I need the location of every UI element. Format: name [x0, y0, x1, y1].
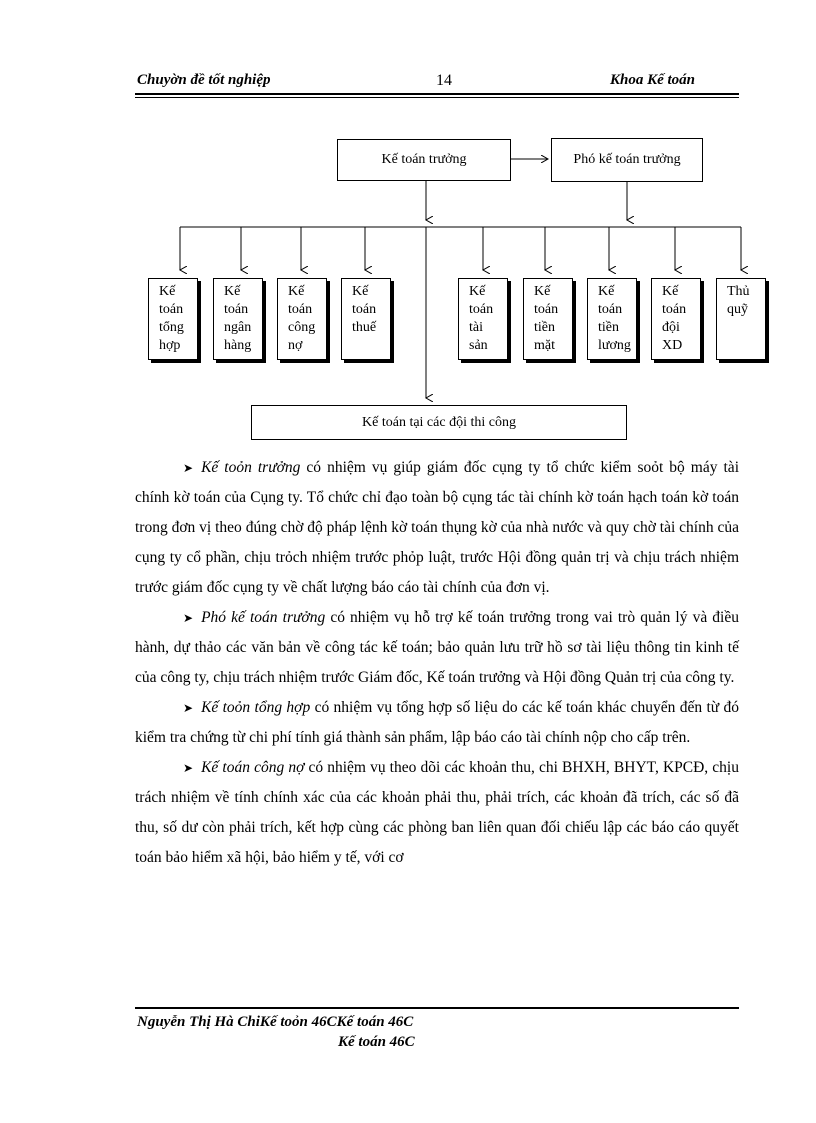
header-department: Khoa Kế toán	[610, 72, 696, 88]
paragraph: ➤ Kế toỏn tổng hợp có nhiệm vụ tổng hợp số liệu do các kế toán khác chuyển đến từ đó kiểm tra chứng từ chi phí tính giá thành sản phẩm, lập báo cáo tài chính nộp cho cấp trên.	[135, 699, 739, 746]
org-box-department: Kế toán tiền mặt	[523, 278, 573, 360]
org-box-department: Kế toán tiền lương	[587, 278, 637, 360]
paragraph: ➤ Kế toỏn trưởng có nhiệm vụ giúp giám đốc cụng ty tổ chức kiểm soỏt bộ máy tài chính kờ toán của Cụng ty. Tổ chức chỉ đạo toàn bộ cụng tác tài chính kờ toán hạch toán kờ toán trong đơn vị theo đúng chờ độ pháp lệnh kờ toán thụng kờ của nhà nước và quy chờ tài chính của cụng ty cổ phần, chịu trỏch nhiệm trước phỏp luật, trước Hội đồng quản trị và chịu trách nhiệm trước giám đốc cụng ty về chất lượng báo cáo tài chính của đơn vị.	[135, 459, 739, 596]
header-title: Chuyờn đề tốt nghiệp	[137, 72, 271, 88]
footer-rule	[135, 1007, 739, 1009]
org-box-deputy-label: Phó kế toán trưởng	[573, 152, 681, 167]
org-box-department: Kế toán đội XD	[651, 278, 701, 360]
paragraph: ➤ Kế toán công nợ có nhiệm vụ theo dõi các khoản thu, chi BHXH, BHYT, KPCĐ, chịu trách nhiệm về tính chính xác của các khoản phải thu, phải trích, các khoản đã trích, các số đã thu, số dư còn phải trích, kết hợp cùng các phòng ban liên quan đối chiếu lập các báo cáo quyết toán bảo hiểm xã hội, bảo hiểm y tế, với cơ	[135, 759, 739, 866]
org-box-deputy	[551, 138, 703, 182]
arrow-bullet-icon: ➤	[183, 701, 194, 715]
footer-author: Nguyễn Thị Hà ChiKế toỏn 46CKế toán 46C	[137, 1014, 414, 1030]
arrow-bullet-icon: ➤	[183, 761, 194, 775]
org-box-department: Kế toán ngân hàng	[213, 278, 263, 360]
org-box-chief-label: Kế toán trưởng	[381, 152, 467, 167]
org-box-department: Kế toán công nợ	[277, 278, 327, 360]
org-chart-connectors	[0, 0, 816, 460]
org-box-department: Thủ quỹ	[716, 278, 766, 360]
org-box-department: Kế toán tổng hợp	[148, 278, 198, 360]
org-box-department: Kế toán tài sản	[458, 278, 508, 360]
org-box-department: Kế toán thuế	[341, 278, 391, 360]
org-box-site-teams	[251, 405, 627, 440]
footer-class: Kế toán 46C	[338, 1034, 415, 1050]
arrow-bullet-icon: ➤	[183, 461, 194, 475]
body-text	[135, 453, 739, 873]
paragraph: ➤ Phó kế toán trưởng có nhiệm vụ hỗ trợ kế toán trưởng trong vai trò quản lý và điều hành, dự thảo các văn bản về công tác kế toán; bảo quản lưu trữ hồ sơ tài liệu thông tin kinh tế của công ty, chịu trách nhiệm trước Giám đốc, Kế toán trưởng và Hội đồng Quản trị của công ty.	[135, 609, 739, 686]
org-box-site-teams-label: Kế toán tại các đội thi công	[362, 414, 516, 430]
arrow-bullet-icon: ➤	[183, 611, 194, 625]
page-number: 14	[436, 72, 452, 89]
org-box-chief	[337, 139, 511, 181]
